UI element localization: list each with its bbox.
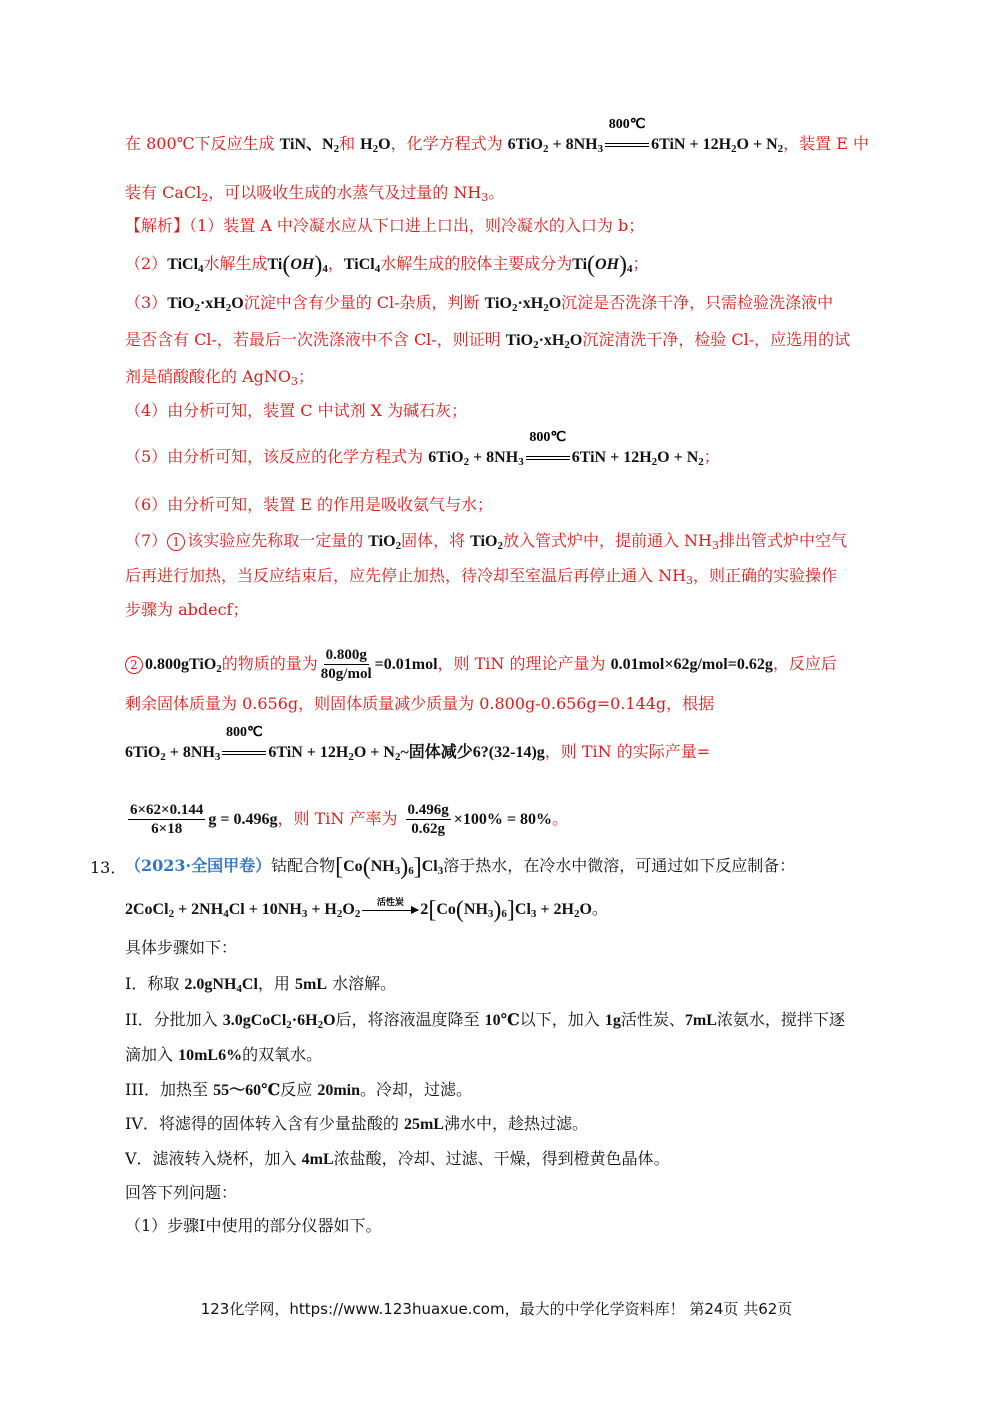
- reaction-condition: 800℃: [222, 742, 266, 764]
- page-footer: 123化学网，https://www.123huaxue.com，最大的中学化学资料库！ 第24页 共62页: [200, 1300, 793, 1318]
- analysis-line-14: 2 0.800gTiO$_2$的物质的量为 $\frac{0.800g}{\text{80g/mol}}$ =0.01mol，则 TiN 的理论产量为 0.01mol×62g/mol=0.62g，反应后: [125, 646, 903, 683]
- question-number: 13．: [90, 858, 127, 877]
- text: ，化学方程式为: [390, 134, 508, 153]
- fraction: $\frac{6\times 62\times 0.144}{6\times 18}$: [130, 802, 204, 837]
- analysis-line-4: （2）TiCl$_4$水解生成$Ti(OH)_4$，TiCl$_4$水解生成的胶体主要成分为$Ti(OH)_4$；: [125, 252, 649, 278]
- catalyst-arrow: 活性炭: [362, 899, 418, 921]
- analysis-line-17: $\frac{6\times 62\times 0.144}{6\times 18}$ g = 0.496g，则 TiN 产率为 $\frac{0.496g}{0.62g}$ ×100% = 80%。: [130, 802, 569, 837]
- circled-number: 1: [167, 533, 185, 551]
- analysis-line-13: 步骤为 abdecf；: [125, 600, 249, 619]
- steps-heading: 具体步骤如下：: [125, 938, 238, 957]
- analysis-line-5: $(3)TiO_2\cdot xH_2O$沉淀中含有少量的 Cl-杂质，判断 $TiO_2\cdot xH_2O$沉淀是否洗涤干净，只需检验洗涤液中: [125, 293, 834, 314]
- equation: $6TiO_2 + 8NH_3$ 800℃ $6TiN + 12H_2O$ + $N_2\sim$固体减少6?(32-14)g: [125, 725, 545, 763]
- question-source: （2023·全国甲卷）: [125, 856, 272, 875]
- text: （1）装置 A 中冷凝水应从下口进上口出，则冷凝水的入口为 b；: [189, 216, 645, 235]
- answer-prompt: 回答下列问题：: [125, 1183, 238, 1202]
- reaction-condition: 800℃: [605, 134, 649, 156]
- analysis-line-8: （4）由分析可知，装置 C 中试剂 X 为碱石灰；: [125, 401, 468, 420]
- analysis-label: 【解析】: [125, 216, 190, 235]
- question-13-stem: （2023·全国甲卷）钴配合物$[Co(NH_3)_6]Cl_3$溶于热水，在冷水中微溶，可通过如下反应制备：: [125, 854, 796, 880]
- text: 在 800℃下反应生成: [125, 134, 280, 153]
- text: 和: [339, 134, 361, 153]
- analysis-line-16: $6TiO_2 + 8NH_3$ 800℃ $6TiN + 12H_2O$ + $N_2\sim$固体减少6?(32-14)g，则 TiN 的实际产量=: [125, 725, 711, 763]
- formula: TiN、$N_2$: [279, 136, 340, 155]
- analysis-line-7: 剂是硝酸酸化的 AgNO$_3$；: [125, 367, 315, 388]
- step-3: III．加热至 55～60℃反应 20min。冷却，过滤。: [125, 1080, 473, 1099]
- analysis-line-6: 是否含有 Cl-，若最后一次洗涤液中不含 Cl-，则证明 $TiO_2\cdot xH_2O$沉淀清洗干净，检验 Cl-，应选用的试: [125, 330, 851, 351]
- equation: $6TiO_2 + 8NH_3$ 800℃ $6TiN + 12H_2O + N_2$: [428, 430, 704, 468]
- analysis-line-2: 装有 CaCl$_2$，可以吸收生成的水蒸气及过量的 $NH_3$。: [125, 183, 505, 204]
- fraction: $\frac{0.800g}{\text{80g/mol}}$: [320, 647, 372, 682]
- circled-number: 2: [125, 656, 143, 674]
- reaction-condition: 800℃: [526, 447, 570, 469]
- analysis-line-11: （7） 1 该实验应先称取一定量的 TiO$_2$固体，将 TiO$_2$放入管式炉中，提前通入 $NH_3$排出管式炉中空气: [125, 531, 847, 552]
- step-2-continued: 滴加入 10mL6%的双氧水。: [125, 1045, 323, 1064]
- analysis-line-1: [125, 117, 903, 156]
- formula: $H_2O$: [360, 136, 391, 155]
- analysis-line-9: （5）由分析可知，该反应的化学方程式为 $6TiO_2 + 8NH_3$ 800℃ $6TiN + 12H_2O + N_2$；: [125, 430, 720, 468]
- step-4: IV．将滤得的固体转入含有少量盐酸的 25mL沸水中，趁热过滤。: [125, 1114, 588, 1133]
- step-5: V．滤液转入烧杯，加入 4mL浓盐酸，冷却、过滤、干燥，得到橙黄色晶体。: [125, 1149, 670, 1168]
- analysis-line-12: 后再进行加热，当反应结束后，应先停止加热，待冷却至室温后再停止通入 $NH_3$，则正确的实验操作: [125, 566, 838, 587]
- question-13-equation: 2CoCl$_2$ + $2NH_4Cl + 10NH_3 + H_2O_2$ 活性炭 $2[Co(NH_3)_6]Cl_3 + 2H_2O$。: [125, 897, 608, 923]
- equation: $6TiO_2 + 8NH_3$ 800℃ $6TiN + 12H_2O + N_2$: [507, 117, 784, 155]
- fraction: $\frac{0.496g}{0.62g}$: [407, 802, 449, 837]
- step-1: I．称取 2.0gNH$_4$Cl，用 5mL 水溶解。: [125, 974, 397, 995]
- text: ，装置 E 中: [783, 134, 870, 153]
- sub-question-1: （1）步骤I中使用的部分仪器如下。: [125, 1216, 382, 1235]
- analysis-line-10: （6）由分析可知，装置 E 的作用是吸收氨气与水；: [125, 495, 494, 514]
- step-2: II．分批加入 $3.0gCoCl_2\cdot 6H_2O$后，将溶液温度降至 10℃以下，加入 1g活性炭、7mL浓氨水，搅拌下逐: [125, 1010, 845, 1031]
- analysis-line-3: [125, 215, 903, 237]
- analysis-line-15: 剩余固体质量为 0.656g，则固体质量减少质量为 0.800g-0.656g=0.144g，根据: [125, 694, 715, 713]
